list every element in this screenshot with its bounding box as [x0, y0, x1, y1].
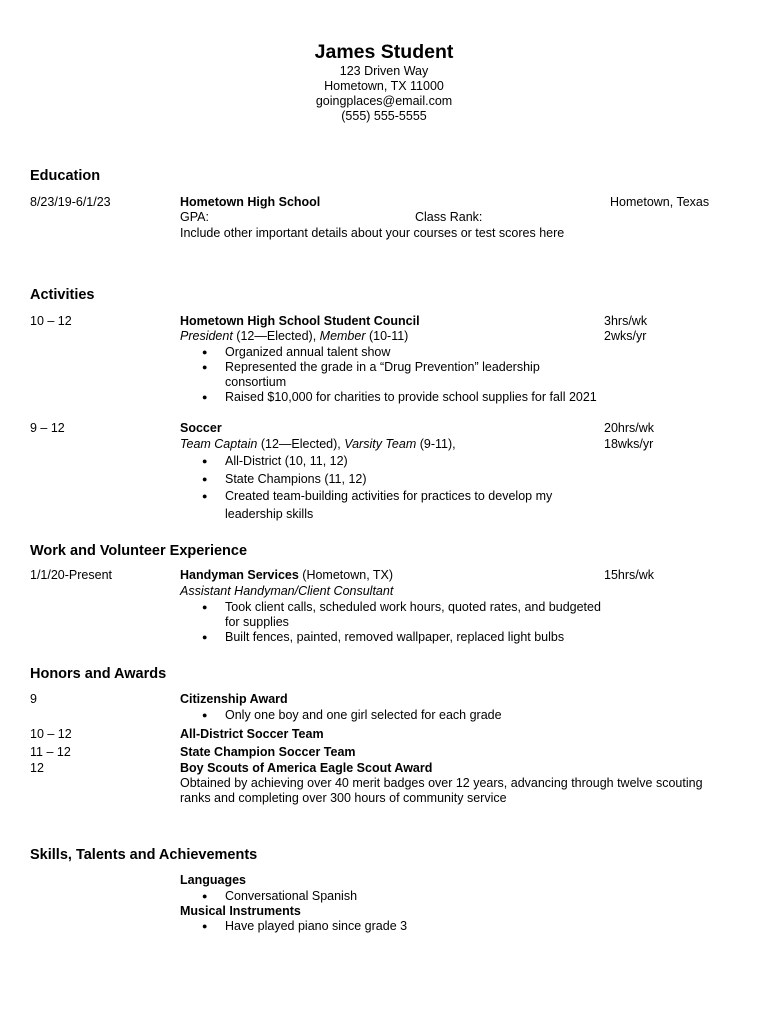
honor-title: Citizenship Award	[180, 692, 288, 706]
soccer-role1-detail: (12—Elected),	[257, 437, 345, 451]
soccer-role1: Team Captain	[180, 437, 258, 451]
list-item: ● Took client calls, scheduled work hours, quoted rates, and budgeted for supplies	[180, 600, 610, 630]
instruments-label: Musical Instruments	[180, 904, 301, 918]
council-weeks: 2wks/yr	[604, 329, 647, 343]
council-date: 10 – 12	[30, 314, 72, 328]
education-gpa-label: GPA:	[180, 210, 209, 224]
list-item: ● Organized annual talent show	[180, 345, 597, 360]
honor-date: 12	[30, 761, 44, 775]
soccer-hours: 20hrs/wk	[604, 421, 655, 435]
honor-title: All-District Soccer Team	[180, 727, 324, 741]
soccer-weeks: 18wks/yr	[604, 437, 654, 451]
work-heading: Work and Volunteer Experience	[30, 543, 248, 559]
council-role2: Member	[319, 329, 366, 343]
education-school: Hometown High School	[180, 195, 321, 209]
list-item: ● Only one boy and one girl selected for each grade	[180, 708, 502, 723]
education-date: 8/23/19-6/1/23	[30, 195, 111, 209]
instruments-bullets	[180, 919, 407, 934]
work-employer: Handyman Services	[180, 568, 299, 582]
honor-title: State Champion Soccer Team	[180, 745, 356, 759]
honors-heading: Honors and Awards	[30, 666, 167, 682]
resume-header	[0, 40, 768, 124]
education-heading: Education	[30, 168, 101, 184]
email-address: goingplaces@email.com	[315, 94, 453, 108]
address-street: 123 Driven Way	[339, 64, 429, 78]
council-role2-detail: (10-11)	[365, 329, 409, 343]
honor-bullets	[180, 708, 502, 723]
skills-heading: Skills, Talents and Achievements	[30, 847, 258, 863]
applicant-name: James Student	[314, 41, 454, 63]
list-item: ● Raised $10,000 for charities to provide school supplies for fall 2021	[180, 390, 597, 405]
work-hours: 15hrs/wk	[604, 568, 655, 582]
work-role: Assistant Handyman/Client Consultant	[180, 584, 394, 598]
address-city: Hometown, TX 11000	[324, 79, 444, 93]
honor-title: Boy Scouts of America Eagle Scout Award	[180, 761, 433, 775]
honor-date: 9	[30, 692, 37, 706]
soccer-role2-detail: (9-11),	[416, 437, 456, 451]
list-item: ● Have played piano since grade 3	[180, 919, 407, 934]
honor-date: 11 – 12	[30, 745, 71, 759]
soccer-bullets	[180, 453, 565, 523]
work-bullets	[180, 600, 610, 645]
education-rank-label: Class Rank:	[415, 210, 483, 224]
languages-bullets	[180, 889, 357, 904]
education-details: Include other important details about your courses or test scores here	[180, 226, 565, 240]
soccer-title: Soccer	[180, 421, 222, 435]
soccer-date: 9 – 12	[30, 421, 65, 435]
work-date: 1/1/20-Present	[30, 568, 112, 582]
list-item: ● Built fences, painted, removed wallpaper, replaced light bulbs	[180, 630, 610, 645]
work-employer-location: (Hometown, TX)	[298, 568, 394, 582]
list-item: ● All-District (10, 11, 12)	[180, 453, 565, 471]
languages-label: Languages	[180, 873, 246, 887]
list-item: ● Represented the grade in a “Drug Prevention” leadership consortium	[180, 360, 565, 390]
council-title: Hometown High School Student Council	[180, 314, 420, 328]
soccer-roles	[180, 437, 456, 452]
council-bullets	[180, 345, 597, 405]
honor-description: Obtained by achieving over 40 merit badges over 12 years, advancing through twelve scouting ranks and completing over 300 hours of community service	[180, 776, 703, 805]
council-role1-detail: (12—Elected),	[232, 329, 320, 343]
list-item: ● Created team-building activities for practices to develop my leadership skills	[180, 488, 565, 523]
council-roles	[180, 329, 408, 344]
activities-heading: Activities	[30, 287, 95, 303]
honor-date: 10 – 12	[30, 727, 72, 741]
list-item: ● State Champions (11, 12)	[180, 471, 565, 489]
list-item: ● Conversational Spanish	[180, 889, 357, 904]
education-location: Hometown, Texas	[610, 195, 710, 209]
soccer-role2: Varsity Team	[344, 437, 417, 451]
council-role1: President	[180, 329, 233, 343]
council-hours: 3hrs/wk	[604, 314, 648, 328]
phone-number: (555) 555-5555	[341, 109, 427, 123]
work-employer-line	[180, 568, 393, 583]
